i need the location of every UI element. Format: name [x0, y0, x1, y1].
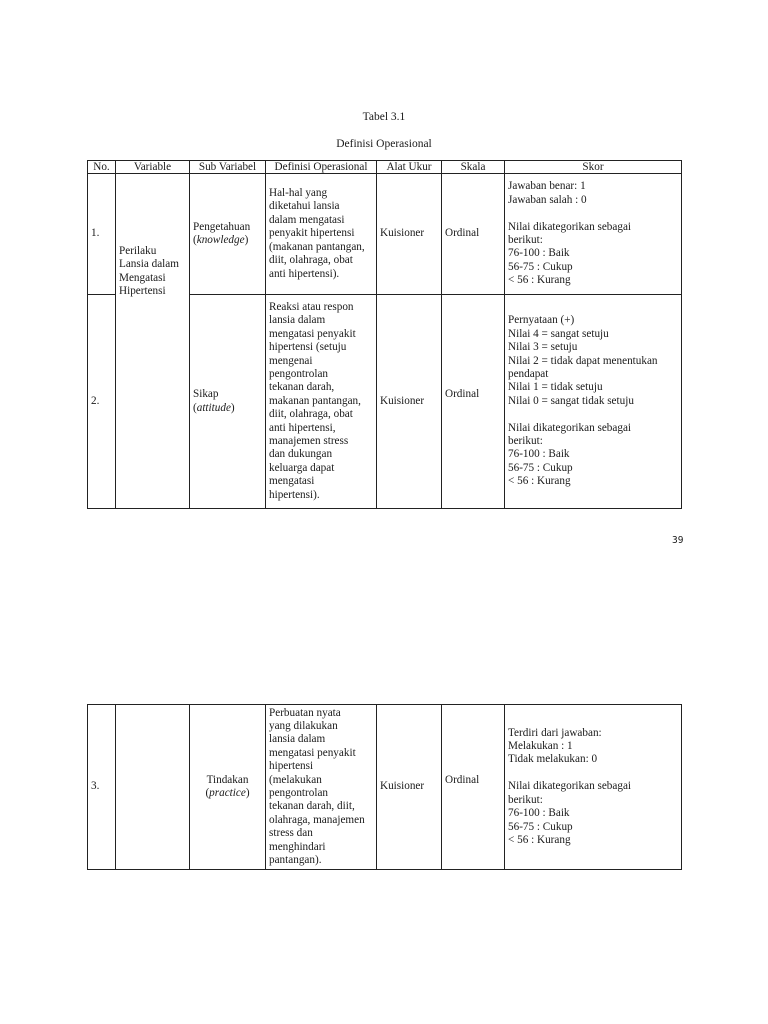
col-header-definition: Definisi Operasional — [266, 161, 377, 174]
definition-cell: Reaksi atau respon lansia dalam mengatasi penyakit hipertensi (setuju mengenai pengontrolan tekanan darah, makanan pantangan, diit, olahraga, obat anti hipertensi, manajemen stress dan dukungan keluarga dapat mengatasi hipertensi). — [266, 295, 377, 509]
scale-cell: Ordinal — [442, 174, 505, 295]
table-header-row — [88, 161, 682, 174]
col-header-sub-variable: Sub Variabel — [190, 161, 266, 174]
variable-cell-empty — [116, 705, 190, 870]
row-number: 1. — [88, 174, 116, 295]
sub-variable-english: knowledge — [196, 234, 245, 246]
sub-variable-cell: Sikap (attitude) — [190, 295, 266, 509]
sub-variable-name: Tindakan — [206, 773, 249, 786]
variable-cell: Perilaku Lansia dalam Mengatasi Hipertensi — [116, 174, 190, 509]
sub-variable-english: attitude — [196, 401, 231, 414]
score-cell: Jawaban benar: 1 Jawaban salah : 0 Nilai dikategorikan sebagai berikut: 76-100 : Baik 56-75 : Cukup < 56 : Kurang — [505, 174, 682, 295]
scale-cell: Ordinal — [442, 295, 505, 509]
tool-cell: Kuisioner — [377, 174, 442, 295]
sub-variable-name: Sikap — [193, 388, 219, 401]
col-header-scale: Skala — [442, 161, 505, 174]
scale-cell: Ordinal — [442, 705, 505, 870]
definition-cell: Hal-hal yang diketahui lansia dalam mengatasi penyakit hipertensi (makanan pantangan, diit, olahraga, obat anti hipertensi). — [266, 174, 377, 295]
col-header-tool: Alat Ukur — [377, 161, 442, 174]
sub-variable-english: practice — [209, 787, 246, 799]
table-row — [88, 174, 682, 295]
col-header-score: Skor — [505, 161, 682, 174]
tool-cell: Kuisioner — [377, 295, 442, 509]
definition-cell: Perbuatan nyata yang dilakukan lansia dalam mengatasi penyakit hipertensi (melakukan pengontrolan tekanan darah, diit, olahraga, manajemen stress dan menghindari pantangan). — [266, 705, 377, 870]
table-row — [88, 705, 682, 870]
sub-variable-cell: Pengetahuan (knowledge) — [190, 174, 266, 295]
table-label: Tabel 3.1 — [362, 111, 406, 123]
sub-variable-cell: Tindakan (practice) — [190, 705, 266, 870]
tool-cell: Kuisioner — [377, 705, 442, 870]
sub-variable-name: Pengetahuan — [193, 220, 251, 233]
page-number: 39 — [672, 535, 684, 546]
operational-definition-table-continued — [87, 704, 682, 870]
operational-definition-table — [87, 160, 682, 509]
row-number: 3. — [88, 705, 116, 870]
score-cell: Pernyataan (+) Nilai 4 = sangat setuju Nilai 3 = setuju Nilai 2 = tidak dapat menentukan pendapat Nilai 1 = tidak setuju Nilai 0 = sangat tidak setuju Nilai dikategorikan sebagai berikut: 76-100 : Baik 56-75 : Cukup < 56 : Kurang — [505, 295, 682, 509]
score-cell: Terdiri dari jawaban: Melakukan : 1 Tidak melakukan: 0 Nilai dikategorikan sebagai berikut: 76-100 : Baik 56-75 : Cukup < 56 : Kurang — [505, 705, 682, 870]
table-title: Definisi Operasional — [336, 138, 432, 150]
col-header-variable: Variable — [116, 161, 190, 174]
row-number: 2. — [88, 295, 116, 509]
col-header-no: No. — [88, 161, 116, 174]
